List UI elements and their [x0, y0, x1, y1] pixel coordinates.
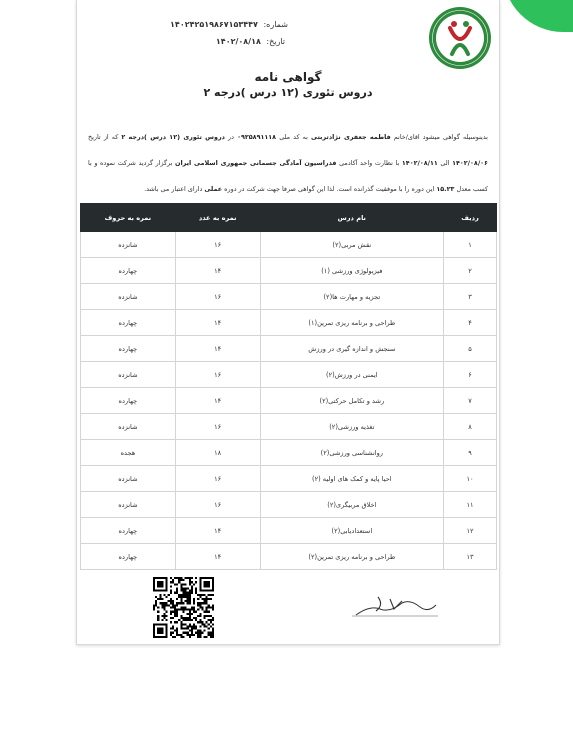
table-row	[81, 492, 497, 518]
recipient-name: فاطمه جعفری نژادتربتی	[310, 133, 391, 141]
certificate-date	[216, 37, 285, 46]
body-text-segment: دارای اعتبار می باشد.	[144, 185, 203, 193]
qr-code-icon	[153, 577, 214, 638]
cell-grade-words: شانزده	[81, 414, 176, 440]
certificate-number-value: ۱۴۰۲۴۲۵۱۹۸۶۷۱۵۳۴۴۷	[170, 20, 258, 29]
table-row	[81, 336, 497, 362]
cell-index: ۱۱	[444, 492, 497, 518]
body-text-segment: با نظارت واحد آکادمی	[339, 159, 400, 167]
column-header-index: ردیف	[444, 204, 497, 232]
table-row	[81, 284, 497, 310]
certificate-title: گواهی نامه	[254, 70, 322, 84]
cell-course-name: روانشناسی ورزشی(۲)	[260, 440, 444, 466]
cell-grade-words: چهارده	[81, 544, 176, 570]
cell-course-name: نقش مربی(۲)	[260, 232, 444, 258]
table-header-row	[81, 204, 497, 232]
table-row	[81, 440, 497, 466]
average-grade: ۱۵.۲۳	[436, 185, 455, 193]
cell-index: ۶	[444, 362, 497, 388]
cell-grade-number: ۱۶	[175, 362, 260, 388]
cell-grade-number: ۱۴	[175, 336, 260, 362]
cell-grade-number: ۱۶	[175, 466, 260, 492]
cell-grade-words: شانزده	[81, 492, 176, 518]
cell-index: ۸	[444, 414, 497, 440]
table-row	[81, 414, 497, 440]
column-header-course-name: نام درس	[260, 204, 444, 232]
cell-grade-number: ۱۶	[175, 492, 260, 518]
body-text-segment: که از تاریخ	[88, 133, 119, 141]
cell-course-name: طراحی و برنامه ریزی تمرین(۲)	[260, 544, 444, 570]
column-header-grade-words: نمره به حروف	[81, 204, 176, 232]
cell-course-name: استعدادیابی(۲)	[260, 518, 444, 544]
cell-index: ۹	[444, 440, 497, 466]
cell-grade-number: ۱۴	[175, 544, 260, 570]
table-row	[81, 518, 497, 544]
certificate-number-label: شماره:	[263, 20, 288, 29]
table-row	[81, 362, 497, 388]
body-text-segment: در	[228, 133, 234, 141]
cell-index: ۱۲	[444, 518, 497, 544]
cell-grade-words: شانزده	[81, 362, 176, 388]
cell-grade-words: چهارده	[81, 310, 176, 336]
cell-grade-number: ۱۶	[175, 414, 260, 440]
cell-grade-number: ۱۶	[175, 232, 260, 258]
body-text-segment: به کد ملی	[279, 133, 308, 141]
cell-grade-words: چهارده	[81, 336, 176, 362]
cell-grade-number: ۱۶	[175, 284, 260, 310]
table-row	[81, 544, 497, 570]
federation-logo-icon	[428, 6, 492, 70]
cell-grade-number: ۱۴	[175, 258, 260, 284]
table-row	[81, 466, 497, 492]
table-row	[81, 232, 497, 258]
cell-course-name: اخلاق مربیگری(۲)	[260, 492, 444, 518]
cell-index: ۲	[444, 258, 497, 284]
cell-grade-words: شانزده	[81, 466, 176, 492]
cell-grade-words: چهارده	[81, 518, 176, 544]
cell-index: ۳	[444, 284, 497, 310]
cell-course-name: تغذیه ورزشی(۲)	[260, 414, 444, 440]
course-name: دروس تئوری (۱۲ درس )درجه ۲	[121, 133, 225, 141]
cell-grade-number: ۱۸	[175, 440, 260, 466]
body-text-segment: این دوره را با موفقیت گذرانده است. لذا این گواهی صرفا جهت شرکت در دوره	[224, 185, 435, 193]
cell-grade-words: شانزده	[81, 284, 176, 310]
signature-icon	[350, 593, 440, 619]
cell-index: ۱	[444, 232, 497, 258]
grades-table-body	[81, 232, 497, 570]
table-row	[81, 310, 497, 336]
cell-grade-number: ۱۴	[175, 518, 260, 544]
national-id: ۰۹۲۵۸۹۱۱۱۸	[237, 133, 277, 141]
cell-grade-words: چهارده	[81, 258, 176, 284]
certificate-date-value: ۱۴۰۲/۰۸/۱۸	[215, 37, 261, 46]
cell-course-name: فیزیولوژی ورزشی (۱)	[260, 258, 444, 284]
cell-index: ۵	[444, 336, 497, 362]
certificate-body-text	[88, 124, 488, 202]
cell-grade-words: شانزده	[81, 232, 176, 258]
course-start-date: ۱۴۰۲/۰۸/۰۶	[452, 159, 488, 167]
certificate-date-label: تاریخ:	[266, 37, 285, 46]
cell-grade-words: چهارده	[81, 388, 176, 414]
body-text-segment: الی	[440, 159, 450, 167]
grades-table	[80, 203, 497, 570]
column-header-grade-number: نمره به عدد	[175, 204, 260, 232]
cell-course-name: تجزیه و مهارت ها(۲)	[260, 284, 444, 310]
body-text-segment: بدینوسیله گواهی میشود اقای/خانم	[393, 133, 488, 141]
table-row	[81, 388, 497, 414]
cell-course-name: رشد و تکامل حرکتی(۲)	[260, 388, 444, 414]
cell-index: ۷	[444, 388, 497, 414]
cell-course-name: سنجش و اندازه گیری در ورزش	[260, 336, 444, 362]
cell-course-name: طراحی و برنامه ریزی تمرین(۱)	[260, 310, 444, 336]
cell-index: ۴	[444, 310, 497, 336]
course-end-date: ۱۴۰۲/۰۸/۱۱	[401, 159, 438, 167]
cell-grade-words: هجده	[81, 440, 176, 466]
federation-name: فدراسیون آمادگی جسمانی جمهوری اسلامی ایران	[175, 159, 337, 167]
cell-course-name: احیا پایه و کمک های اولیه (۲)	[260, 466, 444, 492]
cell-course-name: ایمنی در ورزش(۲)	[260, 362, 444, 388]
practical-course-type: عملی	[204, 185, 223, 193]
cell-index: ۱۳	[444, 544, 497, 570]
table-row	[81, 258, 497, 284]
cell-index: ۱۰	[444, 466, 497, 492]
cell-grade-number: ۱۴	[175, 310, 260, 336]
save-button[interactable]	[503, 0, 573, 32]
certificate-subtitle: دروس تئوری (۱۲ درس )درجه ۲	[203, 86, 373, 99]
cell-grade-number: ۱۴	[175, 388, 260, 414]
body-text-segment: برگزار گردید شرکت نموده و با کسب معدل	[88, 159, 488, 193]
certificate-number	[170, 20, 288, 29]
